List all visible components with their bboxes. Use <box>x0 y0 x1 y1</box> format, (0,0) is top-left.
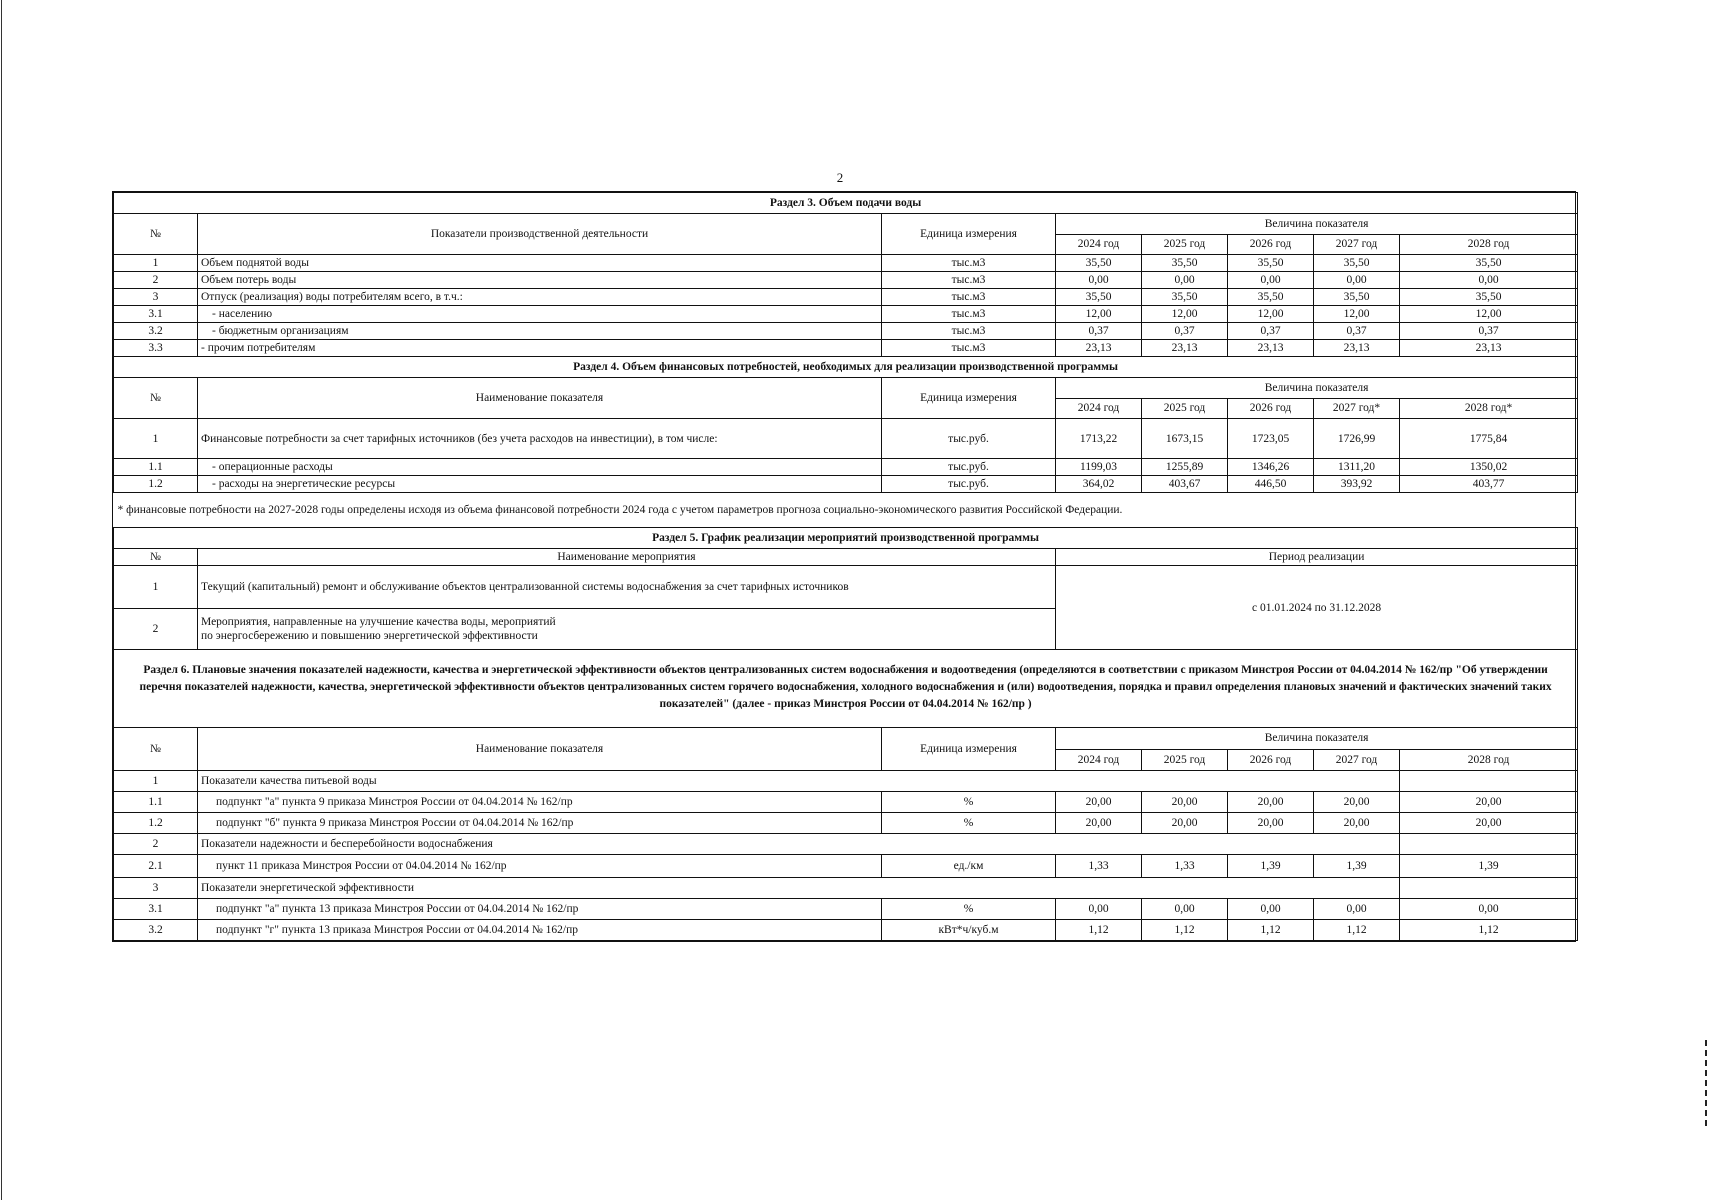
row-no: 3 <box>114 878 198 899</box>
row-name: - операционные расходы <box>198 459 882 476</box>
year-header: 2027 год* <box>1314 398 1400 419</box>
col-unit-header: Единица измерения <box>882 728 1056 771</box>
row-unit: тыс.м3 <box>882 323 1056 340</box>
row-name: Отпуск (реализация) воды потребителям всего, в т.ч.: <box>198 289 882 306</box>
section3-title: Раздел 3. Объем подачи воды <box>114 193 1578 214</box>
row-value: 0,00 <box>1056 899 1142 920</box>
section5-header-row <box>114 549 1578 566</box>
row-value: 35,50 <box>1400 289 1578 306</box>
row-value: 0,00 <box>1142 899 1228 920</box>
row-value: 35,50 <box>1056 289 1142 306</box>
row-value: 1713,22 <box>1056 419 1142 459</box>
row-unit: тыс.м3 <box>882 255 1056 272</box>
row-value: 12,00 <box>1142 306 1228 323</box>
table-row <box>114 323 1578 340</box>
row-name: Финансовые потребности за счет тарифных источников (без учета расходов на инвестиции), в том числе: <box>198 419 882 459</box>
row-value: 0,00 <box>1314 272 1400 289</box>
row-value: 20,00 <box>1400 813 1578 834</box>
row-value: 0,00 <box>1228 272 1314 289</box>
row-value: 12,00 <box>1314 306 1400 323</box>
row-unit: тыс.м3 <box>882 272 1056 289</box>
group-row <box>114 878 1578 899</box>
row-value: 393,92 <box>1314 476 1400 493</box>
year-header: 2024 год <box>1056 749 1142 771</box>
row-value: 35,50 <box>1314 289 1400 306</box>
row-value: 0,37 <box>1142 323 1228 340</box>
row-value: 0,00 <box>1400 272 1578 289</box>
table-row <box>114 340 1578 357</box>
section6-header-row <box>114 728 1578 750</box>
row-value: 1199,03 <box>1056 459 1142 476</box>
row-value: 0,37 <box>1056 323 1142 340</box>
empty-cell <box>1228 771 1400 792</box>
row-value: 446,50 <box>1228 476 1314 493</box>
table-row <box>114 855 1578 878</box>
empty-cell <box>1228 834 1400 855</box>
col-no-header: № <box>114 549 198 566</box>
row-no: 1 <box>114 566 198 609</box>
row-value: 35,50 <box>1056 255 1142 272</box>
row-unit: ед./км <box>882 855 1056 878</box>
row-value: 35,50 <box>1142 289 1228 306</box>
row-no: 3.1 <box>114 306 198 323</box>
row-value: 1673,15 <box>1142 419 1228 459</box>
row-unit: % <box>882 899 1056 920</box>
row-value: 1255,89 <box>1142 459 1228 476</box>
year-header: 2026 год <box>1228 398 1314 419</box>
row-value: 0,00 <box>1400 899 1578 920</box>
empty-cell <box>1400 878 1578 899</box>
row-value: 1723,05 <box>1228 419 1314 459</box>
row-value: 1,12 <box>1314 920 1400 941</box>
table-row <box>114 792 1578 813</box>
col-value-header: Величина показателя <box>1056 728 1578 750</box>
row-value: 23,13 <box>1400 340 1578 357</box>
col-name-header: Наименование показателя <box>198 378 882 419</box>
section6-title: Раздел 6. Плановые значения показателей надежности, качества и энергетической эффективности объектов централизованных систем водоснабжения и водоотведения (определяются в соответствии с приказом Минстроя России от 04.04.2014 № 162/пр "Об утверждении перечня показателей надежности, качества, энергетической эффективности объектов централизованных систем горячего водоснабжения, холодного водоснабжения и (или) водоотведения, порядка и правил определения плановых значений и фактических значений таких показателей" (далее - приказ Минстроя России от 04.04.2014 № 162/пр ) <box>114 650 1578 728</box>
year-header: 2028 год* <box>1400 398 1578 419</box>
row-value: 12,00 <box>1400 306 1578 323</box>
empty-cell <box>1228 878 1400 899</box>
row-value: 20,00 <box>1400 792 1578 813</box>
col-value-header: Величина показателя <box>1056 214 1578 235</box>
col-period-header: Период реализации <box>1056 549 1578 566</box>
page-number: 2 <box>836 170 844 185</box>
row-no: 2 <box>114 272 198 289</box>
col-unit-header: Единица измерения <box>882 378 1056 419</box>
row-value: 403,67 <box>1142 476 1228 493</box>
footnote: * финансовые потребности на 2027-2028 годы определены исходя из объема финансовой потребности 2024 года с учетом параметров прогноза социально-экономического развития Российской Федерации. <box>114 493 1578 528</box>
table-row <box>114 419 1578 459</box>
row-unit: тыс.м3 <box>882 289 1056 306</box>
year-header: 2027 год <box>1314 234 1400 255</box>
group-row <box>114 834 1578 855</box>
row-value: 0,37 <box>1228 323 1314 340</box>
year-header: 2025 год <box>1142 749 1228 771</box>
row-value: 20,00 <box>1142 792 1228 813</box>
footnote-row <box>114 493 1578 528</box>
table-row <box>114 476 1578 493</box>
col-name-header: Наименование показателя <box>198 728 882 771</box>
year-header: 2025 год <box>1142 234 1228 255</box>
row-name: подпункт "б" пункта 9 приказа Минстроя России от 04.04.2014 № 162/пр <box>198 813 882 834</box>
col-name-header: Показатели производственной деятельности <box>198 214 882 255</box>
period-value: с 01.01.2024 по 31.12.2028 <box>1056 566 1578 650</box>
row-name-line: Мероприятия, направленные на улучшение качества воды, мероприятий <box>201 616 556 628</box>
row-value: 23,13 <box>1314 340 1400 357</box>
row-value: 1,33 <box>1056 855 1142 878</box>
year-header: 2028 год <box>1400 749 1578 771</box>
row-value: 1,12 <box>1142 920 1228 941</box>
row-value: 35,50 <box>1314 255 1400 272</box>
row-no: 1.2 <box>114 476 198 493</box>
row-value: 0,37 <box>1400 323 1578 340</box>
section3-header-row <box>114 214 1578 235</box>
group-name: Показатели надежности и бесперебойности водоснабжения <box>198 834 1228 855</box>
row-value: 35,50 <box>1228 289 1314 306</box>
row-name-line: по энергосбережению и повышению энергетической эффективности <box>201 630 538 642</box>
row-name: Объем потерь воды <box>198 272 882 289</box>
row-unit: тыс.м3 <box>882 340 1056 357</box>
year-header: 2024 год <box>1056 234 1142 255</box>
row-no: 2 <box>114 609 198 650</box>
row-value: 20,00 <box>1228 792 1314 813</box>
row-value: 35,50 <box>1400 255 1578 272</box>
row-no: 1 <box>114 255 198 272</box>
table-row <box>114 459 1578 476</box>
row-value: 23,13 <box>1228 340 1314 357</box>
row-value: 1,39 <box>1228 855 1314 878</box>
row-name: Текущий (капитальный) ремонт и обслуживание объектов централизованной системы водоснабжения за счет тарифных источников <box>198 566 1056 609</box>
row-unit: тыс.руб. <box>882 419 1056 459</box>
section4-title: Раздел 4. Объем финансовых потребностей, необходимых для реализации производственной программы <box>114 357 1578 378</box>
row-no: 3.3 <box>114 340 198 357</box>
row-value: 12,00 <box>1056 306 1142 323</box>
row-value: 20,00 <box>1314 813 1400 834</box>
row-value: 1,12 <box>1056 920 1142 941</box>
group-name: Показатели качества питьевой воды <box>198 771 1228 792</box>
row-name: подпункт "г" пункта 13 приказа Минстроя России от 04.04.2014 № 162/пр <box>198 920 882 941</box>
row-unit: тыс.руб. <box>882 459 1056 476</box>
row-name: пункт 11 приказа Минстроя России от 04.04.2014 № 162/пр <box>198 855 882 878</box>
row-unit: тыс.руб. <box>882 476 1056 493</box>
row-value: 403,77 <box>1400 476 1578 493</box>
row-value: 23,13 <box>1142 340 1228 357</box>
col-name-header: Наименование мероприятия <box>198 549 1056 566</box>
row-no: 3.2 <box>114 323 198 340</box>
row-value: 20,00 <box>1228 813 1314 834</box>
row-name: - прочим потребителям <box>198 340 882 357</box>
row-unit: % <box>882 792 1056 813</box>
table-row <box>114 566 1578 609</box>
row-value: 0,00 <box>1056 272 1142 289</box>
section3-title-row <box>114 193 1578 214</box>
row-name: подпункт "а" пункта 9 приказа Минстроя России от 04.04.2014 № 162/пр <box>198 792 882 813</box>
row-value: 1,33 <box>1142 855 1228 878</box>
row-value: 0,00 <box>1228 899 1314 920</box>
row-no: 2.1 <box>114 855 198 878</box>
row-value: 0,00 <box>1314 899 1400 920</box>
row-no: 3.2 <box>114 920 198 941</box>
row-value: 1,39 <box>1314 855 1400 878</box>
year-header: 2026 год <box>1228 234 1314 255</box>
col-value-header: Величина показателя <box>1056 378 1578 399</box>
row-name <box>198 609 1056 650</box>
row-value: 23,13 <box>1056 340 1142 357</box>
year-header: 2026 год <box>1228 749 1314 771</box>
program-table <box>113 192 1578 941</box>
row-no: 1.1 <box>114 792 198 813</box>
empty-cell <box>1400 834 1578 855</box>
row-value: 35,50 <box>1142 255 1228 272</box>
col-no-header: № <box>114 728 198 771</box>
row-unit: % <box>882 813 1056 834</box>
row-no: 3 <box>114 289 198 306</box>
table-row <box>114 272 1578 289</box>
table-row <box>114 289 1578 306</box>
section5-title: Раздел 5. График реализации мероприятий производственной программы <box>114 528 1578 549</box>
empty-cell <box>1400 771 1578 792</box>
year-header: 2028 год <box>1400 234 1578 255</box>
row-name: Объем поднятой воды <box>198 255 882 272</box>
document-sheet <box>112 191 1576 942</box>
table-row <box>114 899 1578 920</box>
row-value: 20,00 <box>1142 813 1228 834</box>
row-name: - бюджетным организациям <box>198 323 882 340</box>
section5-title-row <box>114 528 1578 549</box>
row-unit: тыс.м3 <box>882 306 1056 323</box>
row-value: 20,00 <box>1056 792 1142 813</box>
row-value: 1350,02 <box>1400 459 1578 476</box>
row-no: 3.1 <box>114 899 198 920</box>
row-value: 0,00 <box>1142 272 1228 289</box>
row-no: 1 <box>114 419 198 459</box>
row-no: 1.2 <box>114 813 198 834</box>
row-value: 35,50 <box>1228 255 1314 272</box>
scan-margin-marks <box>1705 1040 1707 1130</box>
year-header: 2025 год <box>1142 398 1228 419</box>
year-header: 2024 год <box>1056 398 1142 419</box>
row-value: 20,00 <box>1056 813 1142 834</box>
row-value: 1,12 <box>1228 920 1314 941</box>
year-header: 2027 год <box>1314 749 1400 771</box>
row-value: 0,37 <box>1314 323 1400 340</box>
row-value: 1,12 <box>1400 920 1578 941</box>
row-value: 1311,20 <box>1314 459 1400 476</box>
table-row <box>114 255 1578 272</box>
row-value: 364,02 <box>1056 476 1142 493</box>
row-no: 2 <box>114 834 198 855</box>
row-no: 1 <box>114 771 198 792</box>
col-unit-header: Единица измерения <box>882 214 1056 255</box>
table-row <box>114 306 1578 323</box>
group-name: Показатели энергетической эффективности <box>198 878 1228 899</box>
section4-header-row <box>114 378 1578 399</box>
section6-title-row <box>114 650 1578 728</box>
row-name: подпункт "а" пункта 13 приказа Минстроя России от 04.04.2014 № 162/пр <box>198 899 882 920</box>
row-name: - населению <box>198 306 882 323</box>
group-row <box>114 771 1578 792</box>
row-value: 20,00 <box>1314 792 1400 813</box>
col-no-header: № <box>114 378 198 419</box>
col-no-header: № <box>114 214 198 255</box>
row-no: 1.1 <box>114 459 198 476</box>
row-value: 12,00 <box>1228 306 1314 323</box>
row-name: - расходы на энергетические ресурсы <box>198 476 882 493</box>
row-value: 1,39 <box>1400 855 1578 878</box>
section4-title-row <box>114 357 1578 378</box>
row-unit: кВт*ч/куб.м <box>882 920 1056 941</box>
row-value: 1346,26 <box>1228 459 1314 476</box>
row-value: 1726,99 <box>1314 419 1400 459</box>
table-row <box>114 813 1578 834</box>
row-value: 1775,84 <box>1400 419 1578 459</box>
table-row <box>114 920 1578 941</box>
